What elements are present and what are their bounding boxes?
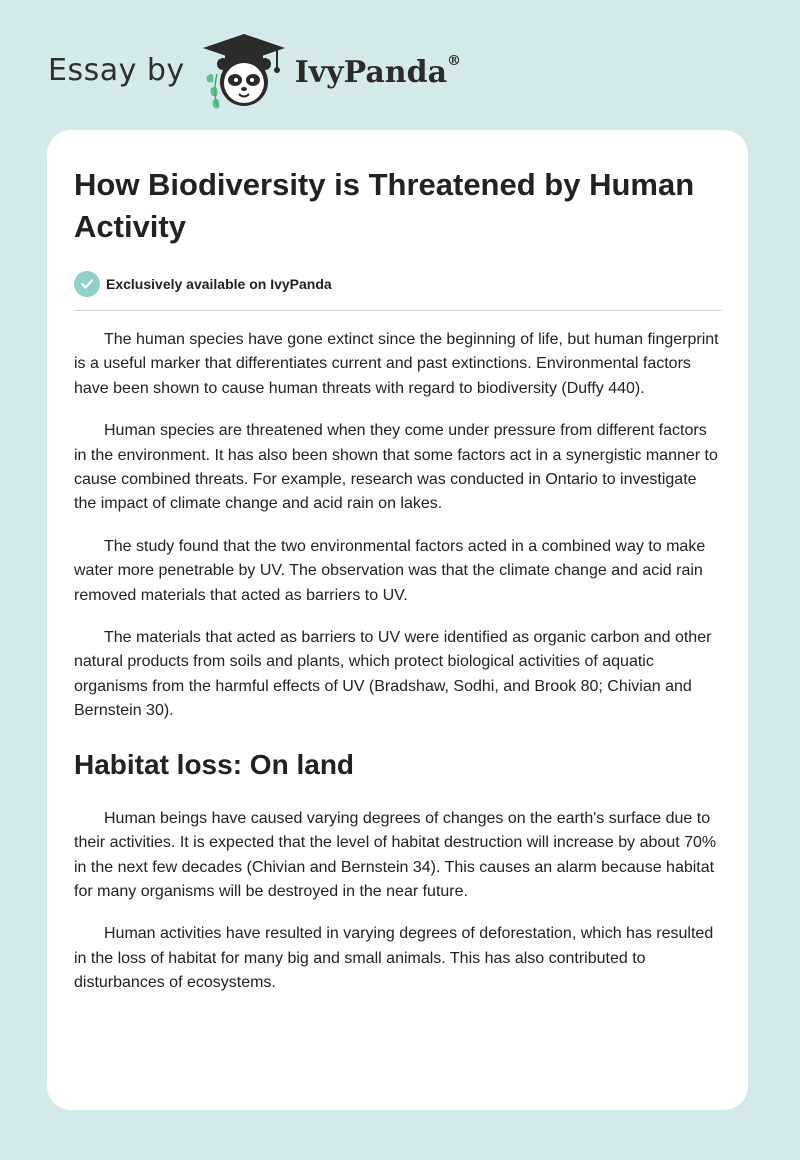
check-icon	[74, 271, 100, 297]
essay-by-label: Essay by	[48, 52, 185, 88]
essay-card	[47, 130, 748, 1110]
ivypanda-brand[interactable]	[294, 52, 462, 90]
paragraph: The study found that the two environmental factors acted in a combined way to make water more penetrable by UV. The observation was that the climate change and acid rain removed materials that acted as barriers to UV.	[74, 537, 706, 604]
paragraph: The materials that acted as barriers to UV were identified as organic carbon and other natural products from soils and plants, which protect biological activities of aquatic organisms from the harmful effects of UV (Bradshaw, Sodhi, and Brook 80; Chivian and Bernstein 30).	[74, 629, 712, 720]
paragraph: Human species are threatened when they come under pressure from different factors in the environment. It has also been shown that some factors act in a synergistic manner to cause combined threats. For example, research was conducted in Ontario to investigate the impact of climate change and acid rain on lakes.	[74, 422, 718, 513]
essay-title: How Biodiversity is Threatened by Human Activity	[74, 167, 695, 244]
brand-name: IvyPanda	[294, 54, 448, 90]
divider	[74, 310, 722, 311]
paragraph: The human species have gone extinct since the beginning of life, but human fingerprint is a useful marker that differentiates current and past extinctions. Environmental factors have been shown to cause human threats with regard to biodiversity (Duffy 440).	[74, 331, 719, 397]
registered-mark: ®	[447, 52, 462, 69]
paragraph: Human activities have resulted in varying degrees of deforestation, which has resulted in the loss of habitat for many big and small animals. This has also contributed to disturbances of ecosystems.	[74, 925, 714, 992]
ivypanda-logo-icon	[199, 30, 289, 110]
exclusive-label: Exclusively available on IvyPanda	[106, 276, 332, 292]
paragraph: Human beings have caused varying degrees of changes on the earth's surface due to their activities. It is expected that the level of habitat destruction will increase by about 70% in the next few decades (Chivian and Bernstein 34). This causes an alarm because habitat for many organisms will be destroyed in the near future.	[74, 809, 717, 900]
essay-body	[74, 328, 722, 996]
section-heading: Habitat loss: On land	[74, 748, 355, 780]
exclusive-badge	[74, 270, 722, 298]
site-header	[48, 30, 461, 110]
